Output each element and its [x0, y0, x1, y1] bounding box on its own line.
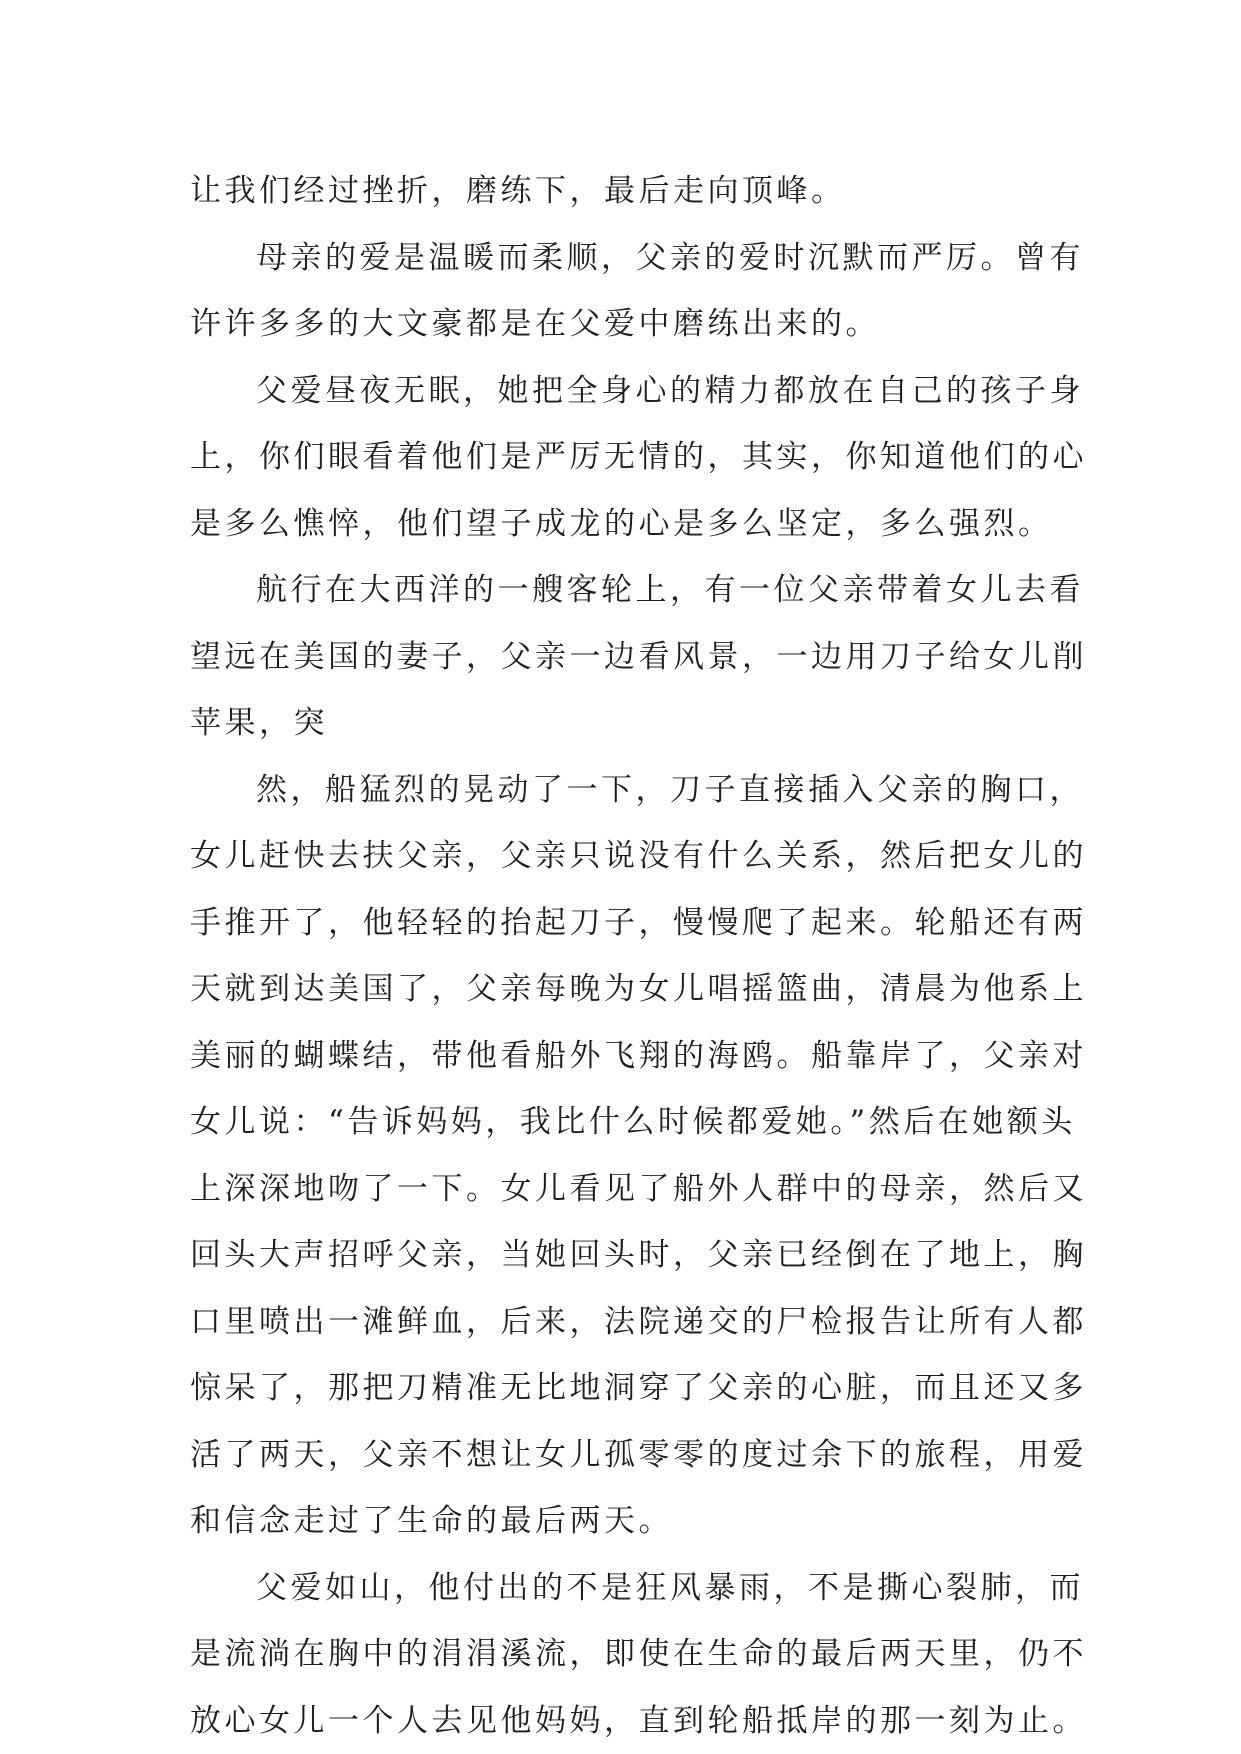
- text-line: 口里喷出一滩鲜血，后来，法院递交的尸检报告让所有人都: [190, 1303, 1087, 1340]
- text-line: 天就到达美国了，父亲每晚为女儿唱摇篮曲，清晨为他系上: [190, 971, 1087, 1007]
- text-line: 望远在美国的妻子，父亲一边看风景，一边用刀子给女儿削: [190, 638, 1087, 675]
- text-line: 父爱昼夜无眠，她把全身心的精力都放在自己的孩子身: [256, 372, 1084, 409]
- text-line: 活了两天，父亲不想让女儿孤零零的度过余下的旅程，用爱: [190, 1436, 1087, 1473]
- text-line: 美丽的蝴蝶结，带他看船外飞翔的海鸥。船靠岸了，父亲对: [190, 1037, 1087, 1074]
- text-line: 上深深地吻了一下。女儿看见了船外人群中的母亲，然后又: [190, 1170, 1087, 1207]
- text-line: 上，你们眼看着他们是严厉无情的，其实，你知道他们的心: [190, 439, 1087, 475]
- text-line: 女儿说：“告诉妈妈，我比什么时候都爱她。”然后在她额头: [190, 1104, 1076, 1140]
- text-line: 惊呆了，那把刀精准无比地洞穿了父亲的心脏，而且还又多: [190, 1370, 1087, 1406]
- text-line: 手推开了，他轻轻的抬起刀子，慢慢爬了起来。轮船还有两: [190, 904, 1087, 941]
- text-line: 回头大声招呼父亲，当她回头时，父亲已经倒在了地上，胸: [190, 1237, 1087, 1273]
- text-line: 是多么憔悴，他们望子成龙的心是多么坚定，多么强烈。: [190, 505, 1053, 542]
- text-line: 是流淌在胸中的涓涓溪流，即使在生命的最后两天里，仍不: [190, 1636, 1087, 1672]
- text-line: 让我们经过挫折，磨练下，最后走向顶峰。: [190, 173, 846, 209]
- text-line: 女儿赶快去扶父亲，父亲只说没有什么关系，然后把女儿的: [190, 838, 1087, 874]
- text-line: 许许多多的大文豪都是在父爱中磨练出来的。: [190, 306, 880, 342]
- text-line: 父爱如山，他付出的不是狂风暴雨，不是撕心裂肺，而: [256, 1569, 1084, 1606]
- text-line: 放心女儿一个人去见他妈妈，直到轮船抵岸的那一刻为止。: [190, 1702, 1087, 1739]
- text-line: 苹果，突: [190, 705, 328, 741]
- text-line: 和信念走过了生命的最后两天。: [190, 1503, 673, 1539]
- body-text: [190, 158, 1087, 1754]
- text-line: 然，船猛烈的晃动了一下，刀子直接插入父亲的胸口，: [256, 771, 1084, 808]
- text-line: 母亲的爱是温暖而柔顺，父亲的爱时沉默而严厉。曾有: [256, 239, 1084, 276]
- text-line: 航行在大西洋的一艘客轮上，有一位父亲带着女儿去看: [256, 572, 1084, 608]
